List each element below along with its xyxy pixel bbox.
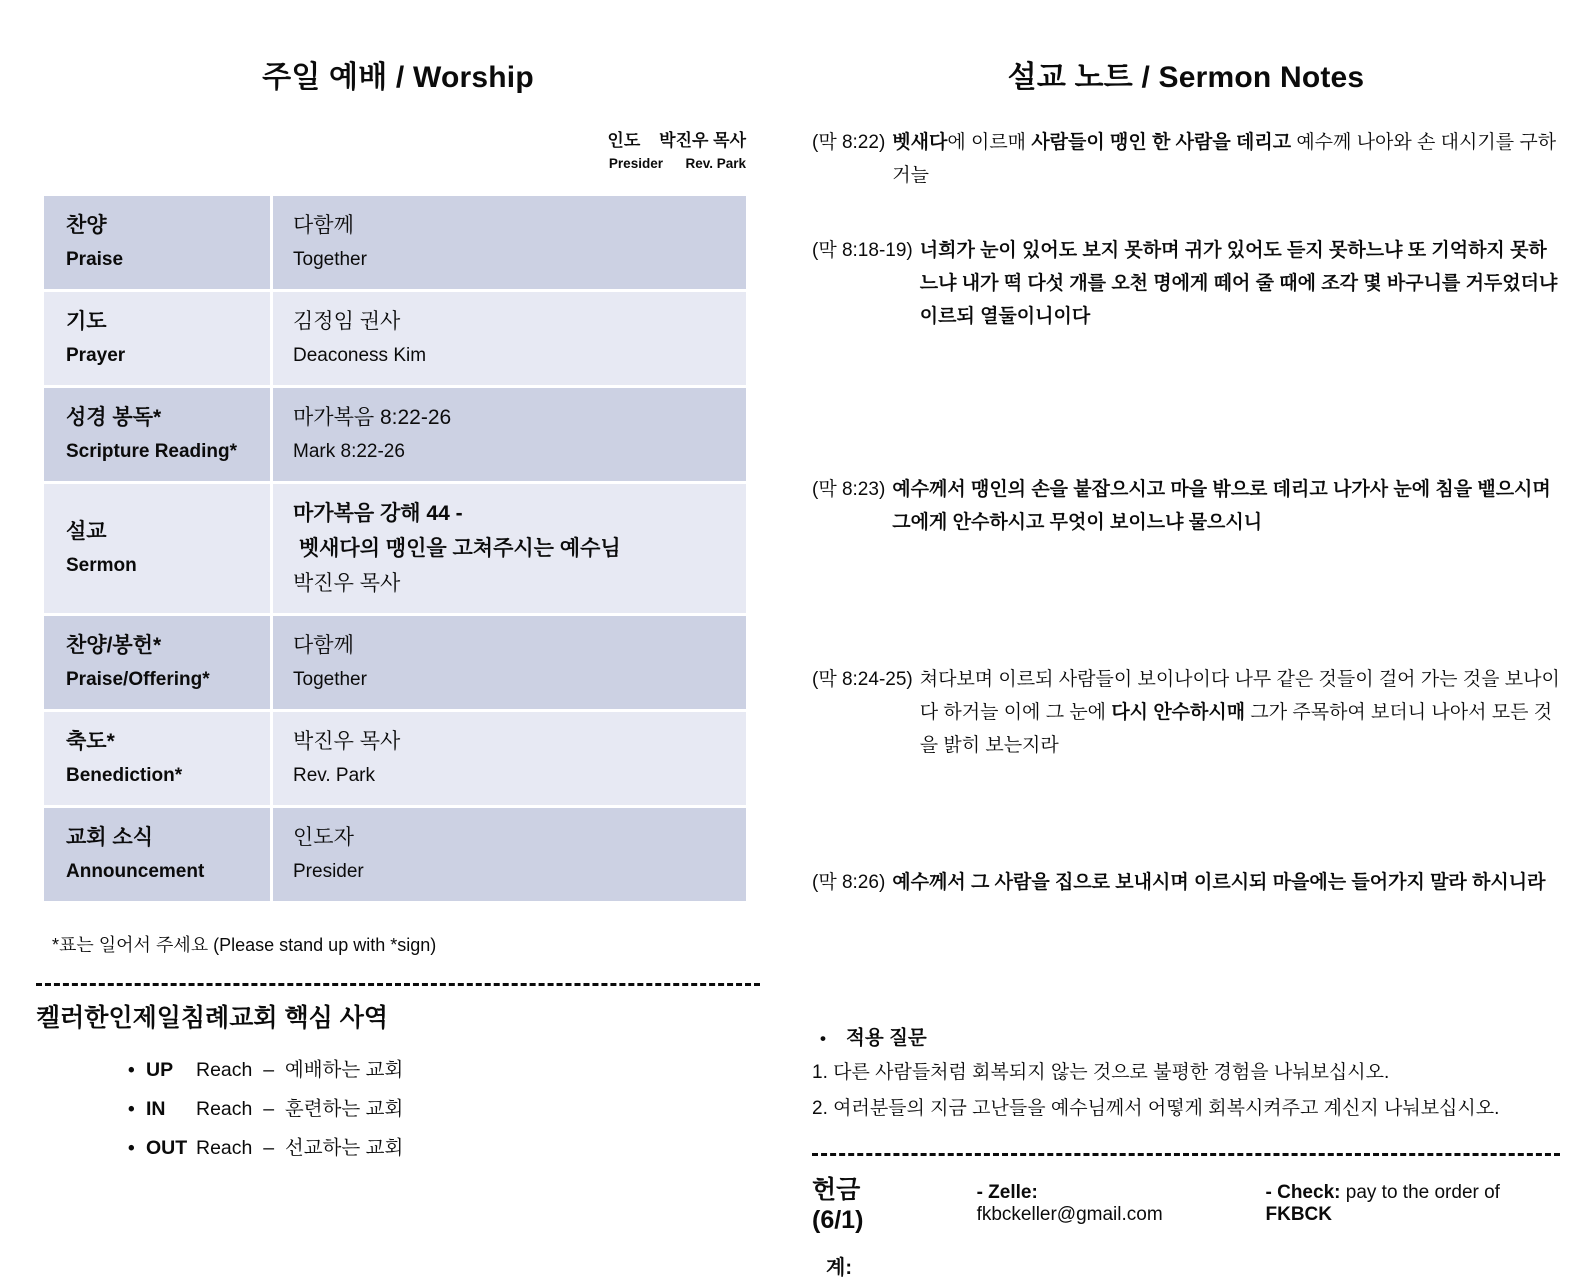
row-value-english: Rev. Park <box>293 765 376 787</box>
verse-reference: (막 8:24-25) <box>812 669 913 691</box>
table-row-benediction <box>44 712 746 805</box>
questions-heading <box>812 1022 1560 1050</box>
row-label-english: Prayer <box>66 344 126 366</box>
presider-english: Presider Rev. Park <box>608 155 746 171</box>
row-value-english: Presider <box>293 861 364 883</box>
bullet-icon: • <box>128 1098 135 1120</box>
application-questions <box>812 1022 1560 1123</box>
verse-mark-8-26 <box>812 866 1560 899</box>
verse-reference: (막 8:22) <box>812 132 886 153</box>
verse-reference: (막 8:26) <box>812 872 886 894</box>
row-value <box>273 616 746 709</box>
check-label: - Check: <box>1265 1181 1341 1203</box>
row-value-korean: 다함께 <box>293 213 354 237</box>
verse-mark-8-18-19 <box>812 234 1560 333</box>
zelle-label: - Zelle: <box>976 1181 1038 1203</box>
worship-title: 주일 예배 / Worship <box>262 61 534 94</box>
table-row-sermon <box>44 484 746 613</box>
check-text: pay to the order of <box>1345 1181 1500 1203</box>
row-label-english: Scripture Reading* <box>66 440 238 462</box>
account-label: 계: <box>826 1256 852 1279</box>
verse-text: 쳐다보며 이르되 사람들이 보이나이다 나무 같은 것들이 걸어 가는 것을 보나이다 하거늘 이에 그 눈에 다시 안수하시매 그가 주목하여 보더니 나아서 모든 것을 밝히 보는지라 <box>919 669 1560 757</box>
verse-list <box>812 126 1560 900</box>
sermon-notes-column <box>812 0 1560 1280</box>
bullet-icon: • <box>128 1137 135 1159</box>
offering-title: 헌금 (6/1) <box>812 1175 864 1234</box>
row-value <box>273 388 746 481</box>
questions-heading-text: 적용 질문 <box>846 1026 927 1049</box>
row-value-korean: 인도자 <box>293 825 354 849</box>
row-label-korean: 설교 <box>66 519 107 543</box>
row-value-english: Deaconess Kim <box>293 344 427 366</box>
row-label-korean: 찬양/봉헌* <box>66 633 162 657</box>
row-value-english: Together <box>293 248 367 270</box>
row-label <box>44 712 270 805</box>
row-label-english: Announcement <box>66 861 205 883</box>
row-label-korean: 성경 봉독* <box>66 405 162 429</box>
row-label <box>44 292 270 385</box>
table-row-scripture <box>44 388 746 481</box>
row-label-english: Sermon <box>66 554 137 576</box>
sermon-preacher: 박진우 목사 <box>293 571 401 595</box>
ministry-list <box>36 1054 760 1160</box>
question-item-2: 2. 여러분들의 지금 고난들을 예수님께서 어떻게 회복시켜주고 계신지 나눠보십시오. <box>812 1098 1500 1120</box>
row-value-korean: 다함께 <box>293 633 354 657</box>
row-label-english: Praise/Offering* <box>66 669 210 691</box>
sermon-title-line2: 벳새다의 맹인을 고쳐주시는 예수님 <box>293 536 621 560</box>
ministry-label: IN <box>146 1097 166 1120</box>
worship-order-table <box>44 196 746 901</box>
ministry-text: Reach – 예배하는 교회 <box>196 1058 404 1081</box>
ministry-label: UP <box>146 1058 174 1081</box>
ministry-item-in <box>128 1093 760 1121</box>
verse-mark-8-24-25 <box>812 663 1560 762</box>
verse-text: 너희가 눈이 있어도 보지 못하며 귀가 있어도 듣지 못하느냐 또 기억하지 못하느냐 내가 떡 다섯 개를 오천 명에게 떼어 줄 때에 조각 몇 바구니를 거두었더냐 이르되 열둘이니이다 <box>919 240 1558 328</box>
row-value <box>273 808 746 901</box>
stand-up-footnote: *표는 일어서 주세요 (Please stand up with *sign) <box>52 934 437 955</box>
row-label <box>44 808 270 901</box>
verse-text: 예수께서 맹인의 손을 붙잡으시고 마을 밖으로 데리고 나가사 눈에 침을 뱉으시며 그에게 안수하시고 무엇이 보이느냐 물으시니 <box>892 479 1551 534</box>
zelle-info <box>977 1182 1220 1226</box>
row-label-korean: 찬양 <box>66 213 107 237</box>
row-value-korean: 마가복음 8:22-26 <box>293 405 452 429</box>
row-value-korean: 김정임 권사 <box>293 309 401 333</box>
row-value <box>273 196 746 289</box>
offering-row <box>812 1170 1560 1235</box>
row-value <box>273 292 746 385</box>
row-value <box>273 712 746 805</box>
row-label-korean: 기도 <box>66 309 107 333</box>
row-value-english: Together <box>293 669 367 691</box>
ministry-heading: 켈러한인제일침례교회 핵심 사역 <box>36 1003 388 1032</box>
row-value <box>273 484 746 613</box>
verse-mark-8-22 <box>812 126 1560 192</box>
ministry-item-out <box>128 1132 760 1160</box>
table-row-prayer <box>44 292 746 385</box>
verse-reference: (막 8:18-19) <box>812 240 913 262</box>
ministry-text: Reach – 훈련하는 교회 <box>196 1097 404 1120</box>
row-label-english: Praise <box>66 248 124 270</box>
table-row-announcement <box>44 808 746 901</box>
ministry-label: OUT <box>146 1136 188 1159</box>
row-label <box>44 196 270 289</box>
presider-korean: 인도 박진우 목사 <box>607 131 746 150</box>
verse-text: 벳새다에 이르매 사람들이 맹인 한 사람을 데리고 예수께 나아와 손 대시기를 구하거늘 <box>892 132 1557 187</box>
question-item-1: 1. 다른 사람들처럼 회복되지 않는 것으로 불평한 경험을 나눠보십시오. <box>812 1061 1390 1083</box>
sermon-notes-title: 설교 노트 / Sermon Notes <box>1007 61 1365 94</box>
table-row-offering <box>44 616 746 709</box>
verse-text: 예수께서 그 사람을 집으로 보내시며 이르시되 마을에는 들어가지 말라 하시니라 <box>892 872 1546 894</box>
row-label-korean: 교회 소식 <box>66 825 153 849</box>
zelle-email: fkbckeller@gmail.com <box>976 1203 1163 1225</box>
row-value-korean: 박진우 목사 <box>293 729 401 753</box>
bullet-icon: • <box>820 1028 826 1048</box>
check-payee: FKBCK <box>1265 1203 1332 1225</box>
verse-reference: (막 8:23) <box>812 479 886 501</box>
sermon-title-line1: 마가복음 강해 44 - <box>293 501 463 525</box>
verse-mark-8-23 <box>812 473 1560 539</box>
check-info <box>1266 1182 1561 1226</box>
left-section-divider <box>36 983 760 986</box>
table-row-praise <box>44 196 746 289</box>
row-label <box>44 484 270 613</box>
right-section-divider <box>812 1153 1560 1156</box>
ministry-text: Reach – 선교하는 교회 <box>196 1136 404 1159</box>
presider-block <box>36 128 760 174</box>
bullet-icon: • <box>128 1059 135 1081</box>
worship-column <box>36 0 760 1160</box>
ministry-item-up <box>128 1054 760 1082</box>
row-label-english: Benediction* <box>66 765 183 787</box>
row-label <box>44 388 270 481</box>
row-label-korean: 축도* <box>66 729 115 753</box>
row-value-english: Mark 8:22-26 <box>293 440 405 462</box>
row-label <box>44 616 270 709</box>
